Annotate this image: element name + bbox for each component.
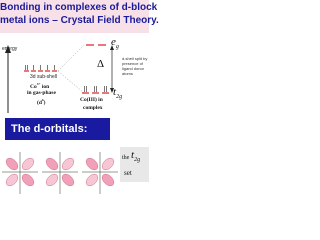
- splitting-note: d-shell split by presence of ligand donor atoms: [122, 56, 148, 76]
- d-orbitals-illustration: [0, 142, 120, 198]
- t2g-set-symbol: $t_{2g}$: [131, 149, 141, 164]
- title-block: [0, 0, 159, 33]
- splitting-connectors: [58, 45, 84, 93]
- gas-phase-3d-level: [24, 65, 57, 71]
- title-line-2: metal ions – Crystal Field Theory.: [0, 15, 159, 26]
- energy-label: energy: [2, 46, 18, 52]
- t2g-set-box: [120, 147, 149, 182]
- electron-config-label: $(d^6)$: [37, 98, 46, 106]
- gas-phase-label: in gas-phase: [27, 90, 56, 96]
- t2g-set-suffix: set: [124, 169, 132, 177]
- title-line-1: Bonding in complexes of d-block: [0, 2, 158, 13]
- delta-label: Δ: [97, 58, 105, 70]
- complex-label: Co(III) in: [80, 97, 103, 103]
- t2g-level: [82, 86, 109, 93]
- complex-label-2: complex: [83, 105, 103, 111]
- d-orbitals-banner: The d-orbitals:: [5, 118, 110, 140]
- eg-label: $e_g$: [111, 36, 119, 51]
- subshell-label: 3d sub-shell: [30, 74, 57, 80]
- t2g-set-prefix: the: [122, 155, 130, 161]
- gas-phase-ion-label: $Co^{3+}$ ion: [30, 82, 50, 90]
- t2g-label: $t_{2g}$: [113, 86, 123, 101]
